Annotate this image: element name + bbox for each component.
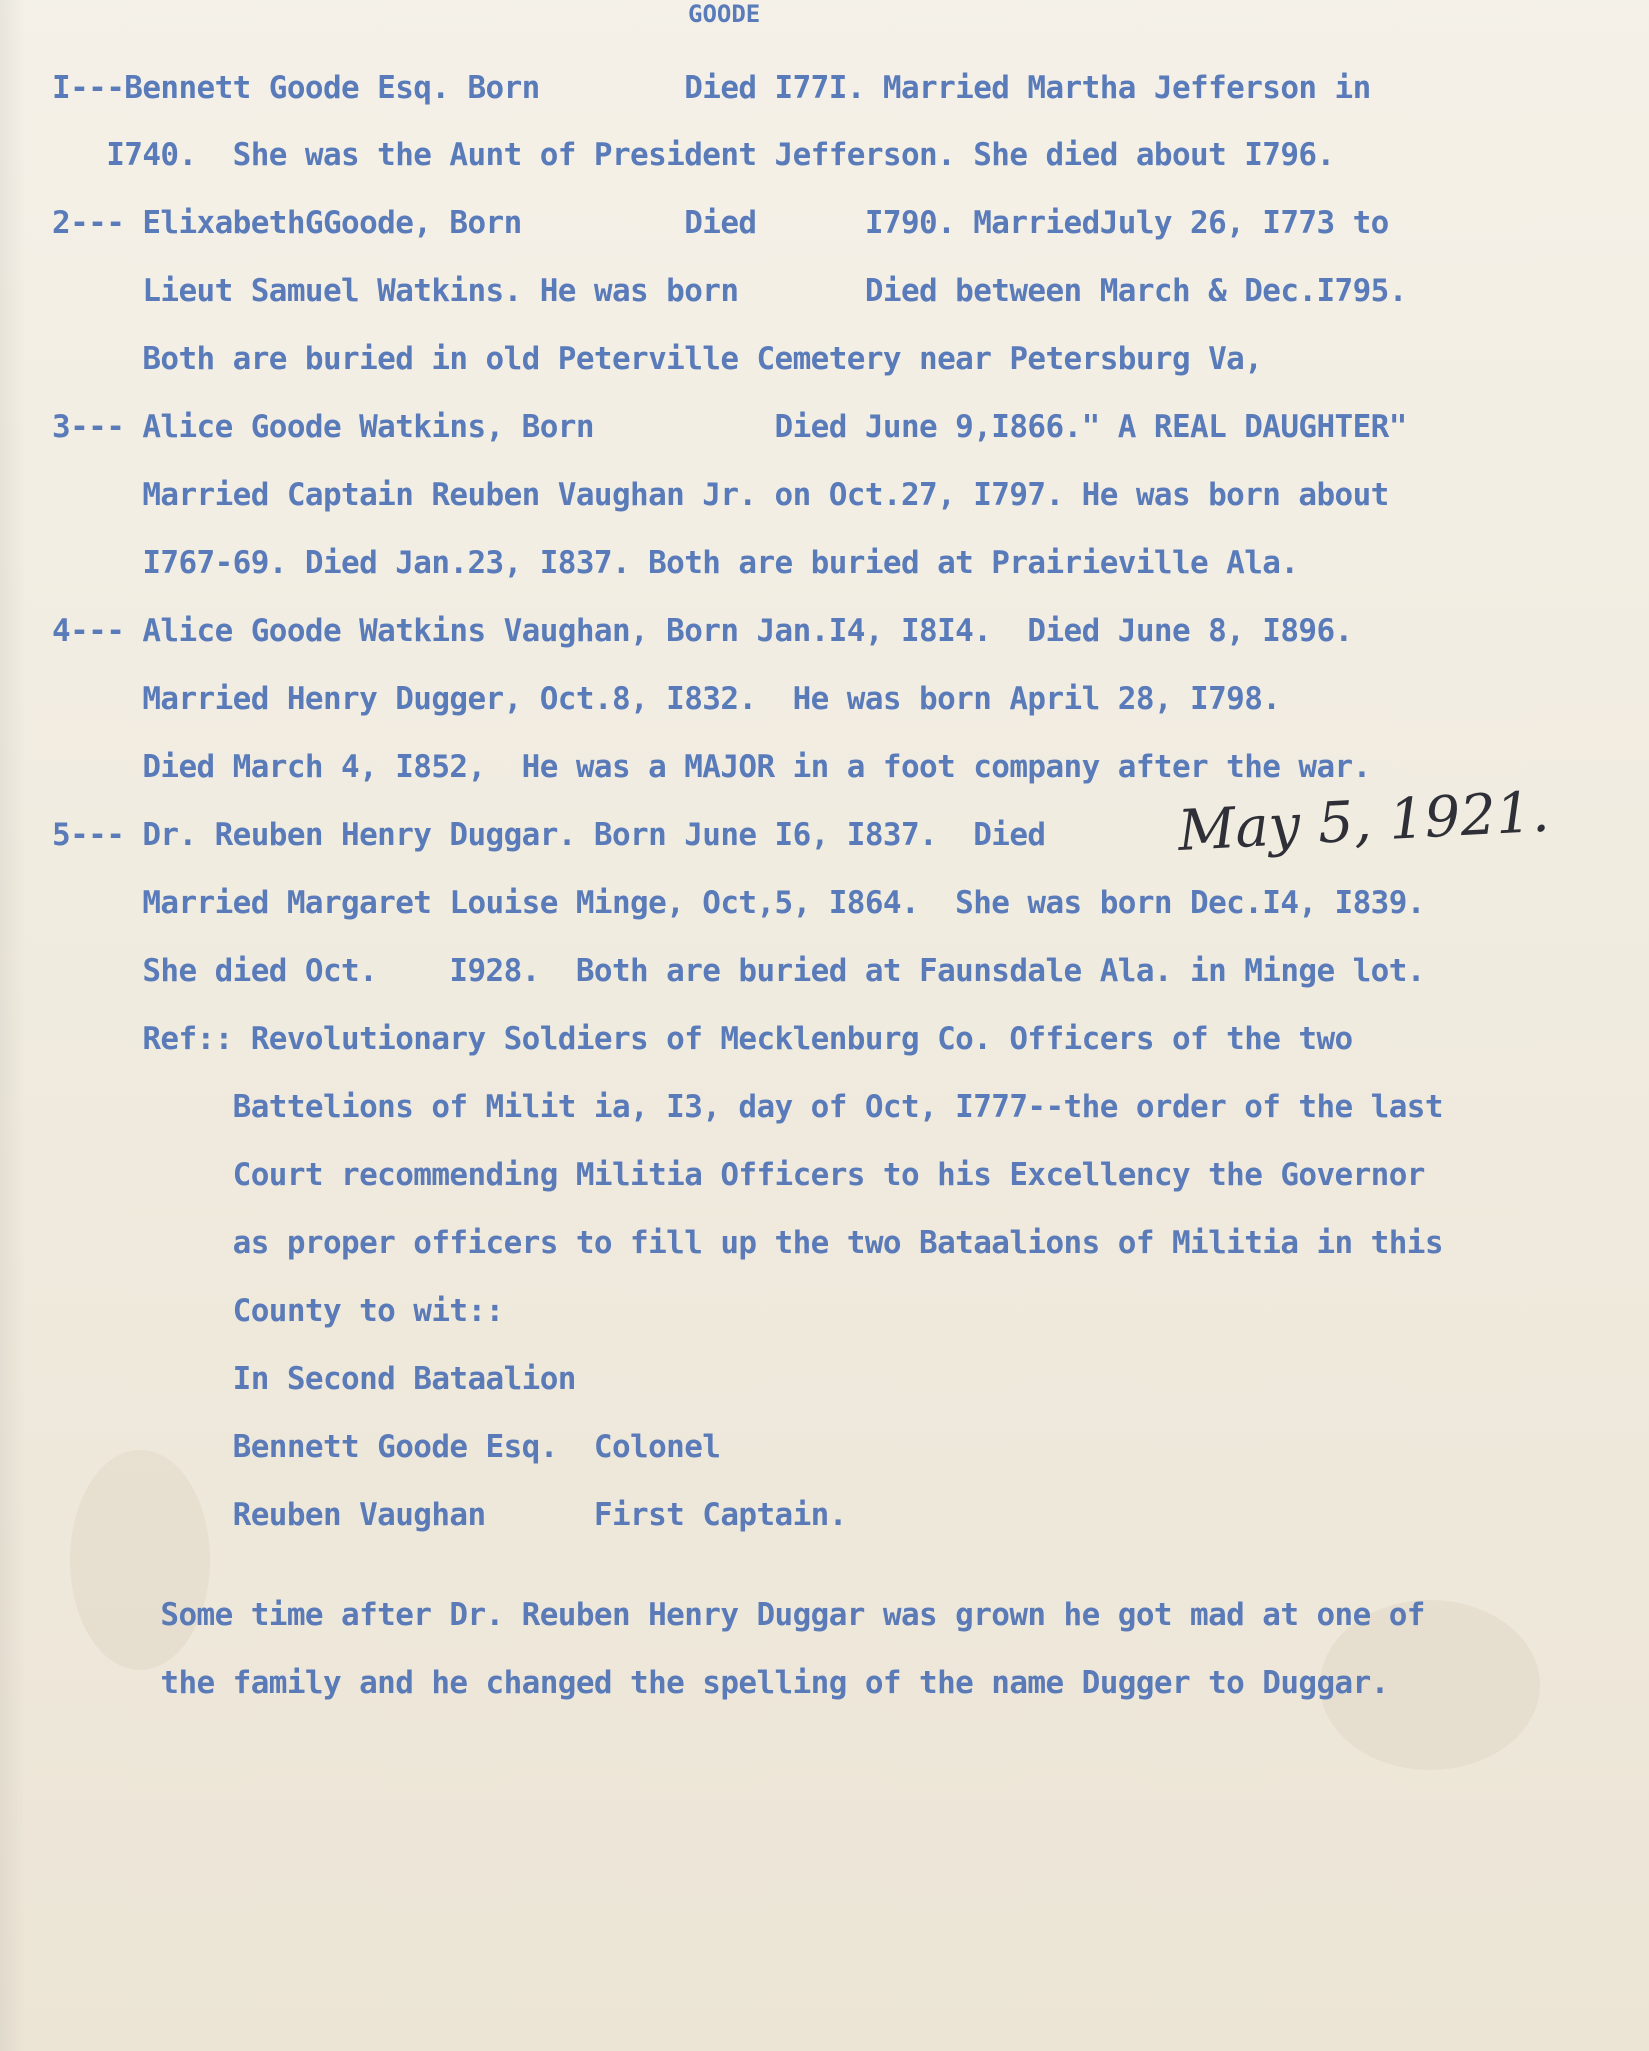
text-line: Married Henry Dugger, Oct.8, I832. He was born April 28, I798. <box>52 681 1281 717</box>
text-line: 2--- ElixabethGGoode, Born Died I790. MarriedJuly 26, I773 to <box>52 205 1389 241</box>
text-line: Some time after Dr. Reuben Henry Duggar was grown he got mad at one of <box>52 1597 1425 1633</box>
text-line: Ref:: Revolutionary Soldiers of Mecklenburg Co. Officers of the two <box>52 1021 1353 1057</box>
document-title: GOODE <box>688 0 761 28</box>
text-line: as proper officers to fill up the two Bataalions of Militia in this <box>52 1225 1443 1261</box>
text-line: I---Bennett Goode Esq. Born Died I77I. Married Martha Jefferson in <box>52 70 1371 106</box>
text-line: In Second Bataalion <box>52 1361 576 1397</box>
text-line: Bennett Goode Esq. Colonel <box>52 1429 721 1465</box>
text-line: Both are buried in old Peterville Cemetery near Petersburg Va, <box>52 341 1263 377</box>
paper-stain <box>70 1450 210 1670</box>
text-line: Lieut Samuel Watkins. He was born Died between March & Dec.I795. <box>52 273 1407 309</box>
text-line: the family and he changed the spelling of the name Dugger to Duggar. <box>52 1665 1389 1701</box>
text-line: She died Oct. I928. Both are buried at Faunsdale Ala. in Minge lot. <box>52 953 1425 989</box>
text-line: Reuben Vaughan First Captain. <box>52 1497 847 1533</box>
text-line: Court recommending Militia Officers to his Excellency the Governor <box>52 1157 1425 1193</box>
text-line: I767-69. Died Jan.23, I837. Both are buried at Prairieville Ala. <box>52 545 1299 581</box>
text-line: Married Captain Reuben Vaughan Jr. on Oct.27, I797. He was born about <box>52 477 1389 513</box>
handwritten-date: May 5, 1921. <box>1176 779 1551 864</box>
text-line: 4--- Alice Goode Watkins Vaughan, Born Jan.I4, I8I4. Died June 8, I896. <box>52 613 1353 649</box>
text-line: I740. She was the Aunt of President Jefferson. She died about I796. <box>52 137 1335 173</box>
text-line: Married Margaret Louise Minge, Oct,5, I864. She was born Dec.I4, I839. <box>52 885 1425 921</box>
text-line: 5--- Dr. Reuben Henry Duggar. Born June I6, I837. Died <box>52 817 1046 853</box>
text-line: County to wit:: <box>52 1293 504 1329</box>
text-line: Battelions of Milit ia, I3, day of Oct, I777--the order of the last <box>52 1089 1443 1125</box>
text-line: 3--- Alice Goode Watkins, Born Died June 9,I866." A REAL DAUGHTER" <box>52 409 1407 445</box>
text-line: Died March 4, I852, He was a MAJOR in a foot company after the war. <box>52 749 1371 785</box>
